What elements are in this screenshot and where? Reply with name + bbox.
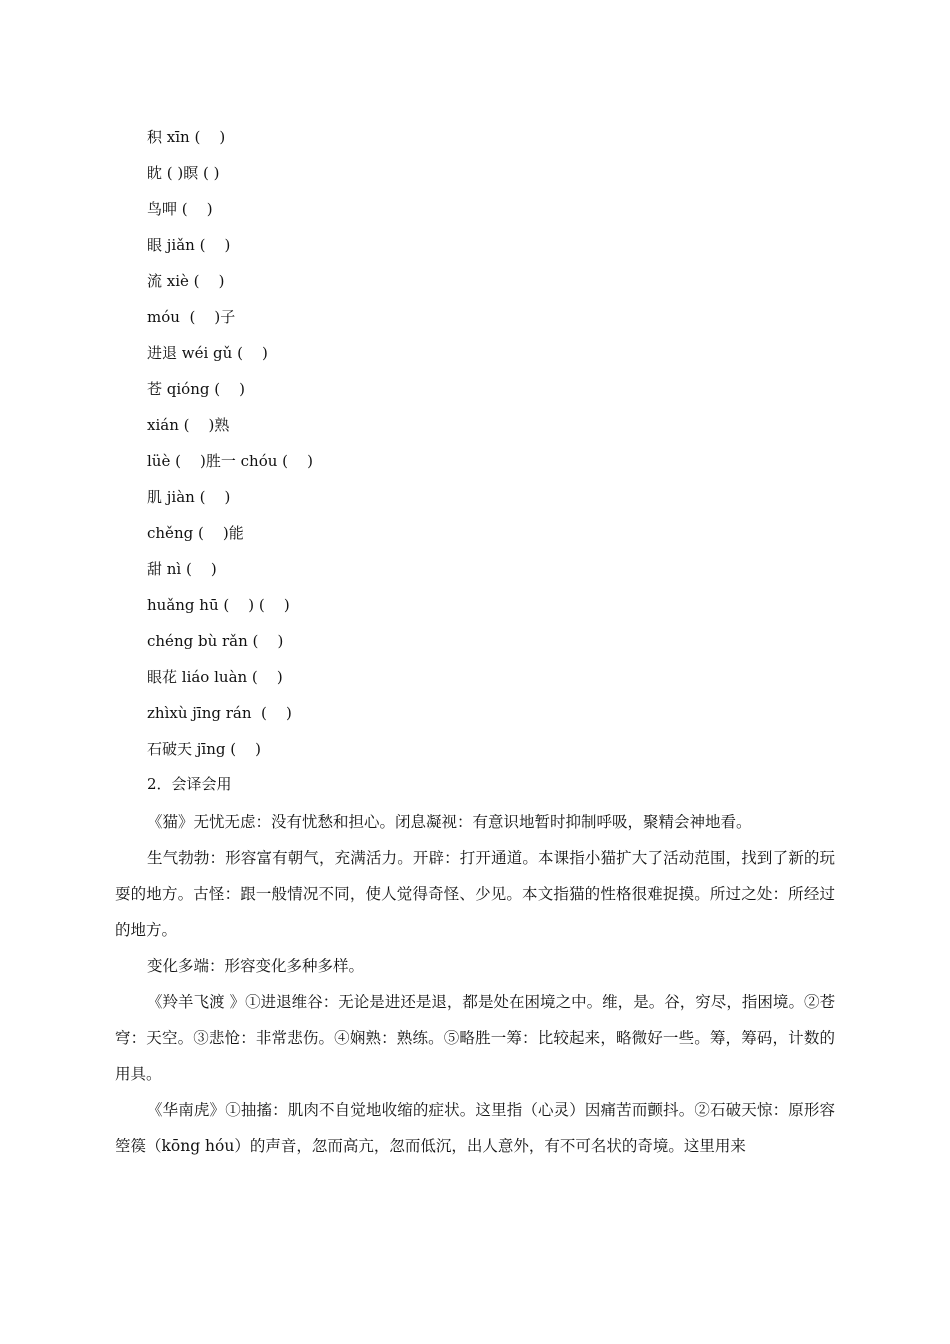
vocab-item: 肌 jiàn ( )	[147, 488, 231, 506]
vocab-item: 眼 jiǎn ( )	[147, 236, 231, 254]
vocab-item: 甜 nì ( )	[147, 560, 217, 578]
vocab-item: huǎng hū ( ) ( )	[147, 596, 290, 614]
vocab-item: 眼花 liáo luàn ( )	[147, 668, 283, 686]
vocab-item: 石破天 jīng ( )	[147, 740, 262, 758]
vocab-item: chéng bù rǎn ( )	[147, 632, 284, 650]
vocab-item: 苍 qióng ( )	[147, 380, 246, 398]
vocab-item: 鸟呷 ( )	[147, 200, 213, 218]
vocab-item: chěng ( )能	[147, 524, 244, 542]
paragraph-cat: 《猫》无忧无虑：没有忧愁和担心。闭息凝视：有意识地暂时抑制呼吸，聚精会神地看。	[147, 813, 752, 831]
paragraph-tiger: 《华南虎》①抽搐：肌肉不自觉地收缩的症状。这里指（心灵）因痛苦而颤抖。②石破天惊：原形容箜篌（kōng hóu）的声音，忽而高亢，忽而低沉，出人意外，有不可名状的奇境。这里用来	[115, 1101, 835, 1155]
section-heading: 2．会译会用	[147, 775, 232, 793]
vocab-exercise-list	[147, 124, 313, 772]
vocab-item: 眈 ( )瞑 ( )	[147, 164, 220, 182]
paragraph-cat-continued: 生气勃勃：形容富有朝气，充满活力。开辟：打开通道。本课指小猫扩大了活动范围，找到了新的玩耍的地方。古怪：跟一般情况不同，使人觉得奇怪、少见。本文指猫的性格很难捉摸。所过之处：所经过的地方。	[115, 849, 835, 939]
vocab-item: 积 xīn ( )	[147, 128, 226, 146]
vocab-item: 进退 wéi gǔ ( )	[147, 344, 268, 362]
vocab-item: lüè ( )胜一 chóu ( )	[147, 452, 313, 470]
vocab-item: zhìxù jīng rán ( )	[147, 704, 292, 722]
vocab-item: móu ( )子	[147, 308, 236, 326]
paragraph-antelope: 《羚羊飞渡 》①进退维谷：无论是进还是退，都是处在困境之中。维，是。谷，穷尽，指困境。②苍穹：天空。③悲怆：非常悲伤。④娴熟：熟练。⑤略胜一筹：比较起来，略微好一些。筹，筹码，计数的用具。	[115, 993, 835, 1083]
explanation-text	[115, 804, 835, 1164]
vocab-item: 流 xiè ( )	[147, 272, 225, 290]
paragraph-cat-ending: 变化多端：形容变化多种多样。	[147, 957, 365, 975]
vocab-item: xián ( )熟	[147, 416, 230, 434]
